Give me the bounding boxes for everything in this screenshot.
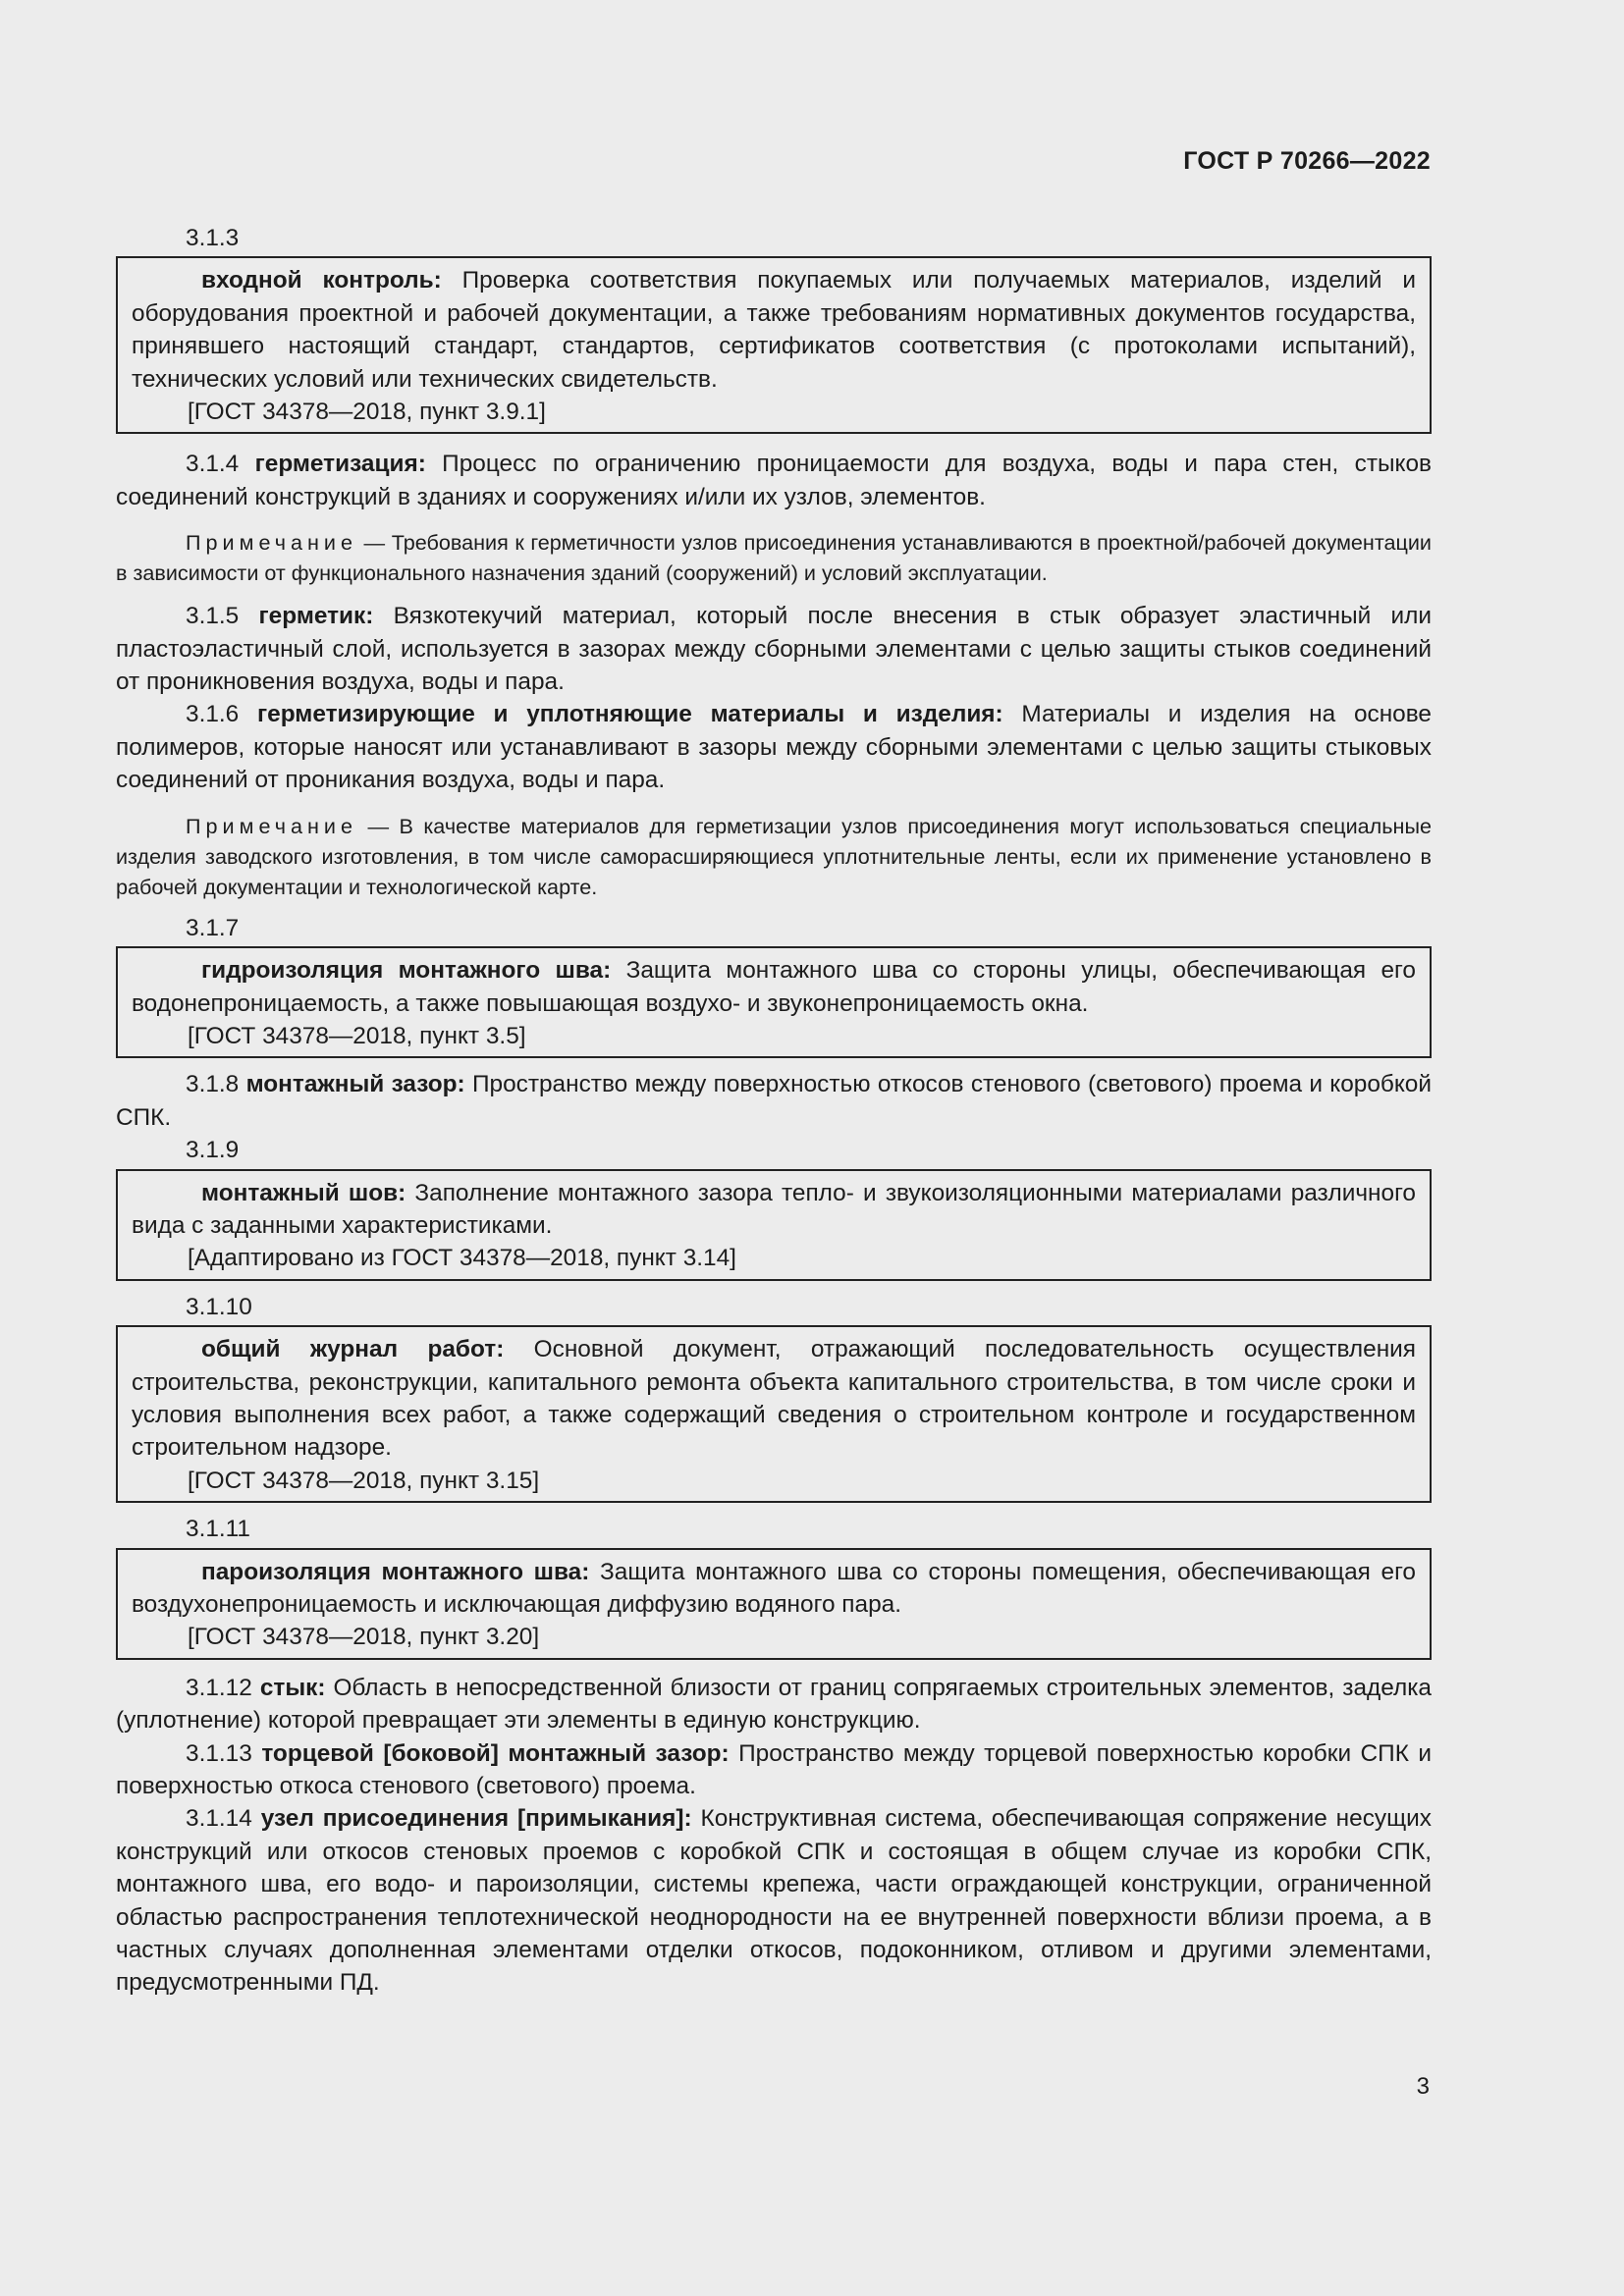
clause-number: 3.1.13 xyxy=(186,1739,252,1767)
clause xyxy=(116,698,1432,796)
definition: Пространство между торцевой поверхностью коробки СПК и поверхностью откоса стенового (светового) проема. xyxy=(116,1739,1433,1800)
clause-number: 3.1.14 xyxy=(186,1805,252,1833)
definition: Материалы и изделия на основе полимеров, которые наносят или устанавливают в зазоры между сборными элементами с целью защиты стыковых соединений от проникания воздуха, воды и пара. xyxy=(116,701,1432,794)
source-reference: [ГОСТ 34378—2018, пункт 3.5] xyxy=(188,1022,526,1049)
term: герметик: xyxy=(258,603,374,630)
source-reference: [ГОСТ 34378—2018, пункт 3.15] xyxy=(188,1467,540,1494)
definition-box xyxy=(116,256,1432,434)
term: общий журнал работ: xyxy=(201,1336,505,1363)
clause-number: 3.1.10 xyxy=(186,1293,252,1320)
clause-number: 3.1.9 xyxy=(186,1137,240,1164)
source-reference: [ГОСТ 34378—2018, пункт 3.9.1] xyxy=(188,399,546,426)
definition: Область в непосредственной близости от границ сопрягаемых строительных элементов, заделка (уплотнение) которой превращает эти элементы в единую конструкцию. xyxy=(116,1674,1433,1735)
definition: Защита монтажного шва со стороны улицы, обеспечивающая его водонепроницаемость, а также повышающая воздухо- и звуконепроницаемость окна. xyxy=(132,957,1416,1017)
definition-text xyxy=(132,1333,1416,1465)
clause xyxy=(116,448,1432,513)
document-body xyxy=(116,222,1432,2000)
clause xyxy=(116,1737,1432,1803)
definition: Основной документ, отражающий последовательность осуществления строительства, реконструкции, капитального ремонта объекта капитального строительства, в том числе сроки и условия выполнения всех работ, а также содержащий сведения о строительном контроле и государственном строительном надзоре. xyxy=(132,1336,1416,1462)
page-number: 3 xyxy=(1416,2073,1430,2100)
term: монтажный шов: xyxy=(201,1179,406,1206)
definition-text xyxy=(132,954,1416,1020)
clause-number: 3.1.11 xyxy=(186,1516,251,1543)
term: торцевой [боковой] монтажный зазор: xyxy=(261,1739,730,1767)
definition: Вязкотекучий материал, который после внесения в стык образует эластичный или пластоэластичный слой, используется в зазорах между сборными элементами с целью защиты стыков соединений от проникновения воздуха, воды и пара. xyxy=(116,603,1432,696)
definition: Проверка соответствия покупаемых или получаемых материалов, изделий и оборудования проектной и рабочей документации, а также требованиям нормативных документов государства, принявшего настоящий стандарт, стандартов, сертификатов соответствия (с протоколами испытаний), технических условий или технических свидетельств. xyxy=(132,267,1416,393)
clause xyxy=(116,600,1432,698)
clause xyxy=(116,1068,1432,1134)
definition-box xyxy=(116,946,1432,1058)
note xyxy=(116,811,1432,902)
term: стык: xyxy=(259,1674,326,1701)
definition-text xyxy=(132,1556,1416,1622)
term: пароизоляция монтажного шва: xyxy=(201,1558,590,1585)
definition: Защита монтажного шва со стороны помещения, обеспечивающая его воздухонепроницаемость и исключающая диффузию водяного пара. xyxy=(132,1558,1416,1618)
definition-box xyxy=(116,1548,1432,1660)
clause xyxy=(116,1802,1432,1999)
clause-number: 3.1.4 xyxy=(186,451,240,478)
definition-text xyxy=(132,1177,1416,1243)
definition-box xyxy=(116,1169,1432,1281)
source-reference: [ГОСТ 34378—2018, пункт 3.20] xyxy=(188,1624,540,1651)
definition-text xyxy=(132,264,1416,396)
definition: Процесс по ограничению проницаемости для воздуха, воды и пара стен, стыков соединений конструкций в зданиях и сооружениях и/или их узлов, элементов. xyxy=(116,451,1432,510)
term: входной контроль: xyxy=(201,267,442,294)
clause-number: 3.1.3 xyxy=(186,225,240,251)
term: герметизирующие и уплотняющие материалы и изделия: xyxy=(257,701,1003,728)
note-label: Примечание xyxy=(186,813,357,838)
clause-number: 3.1.6 xyxy=(186,701,240,728)
term: гидроизоляция монтажного шва: xyxy=(201,957,612,985)
note-text: — В качестве материалов для герметизации узлов присоединения могут использоваться специальные изделия заводского изготовления, в том числе саморасширяющиеся уплотнительные ленты, если их применение установлено в рабочей документации и технологической карте. xyxy=(116,813,1432,899)
term: герметизация: xyxy=(254,451,426,478)
clause-number: 3.1.5 xyxy=(186,603,240,630)
clause-number: 3.1.12 xyxy=(186,1674,252,1701)
source-reference: [Адаптировано из ГОСТ 34378—2018, пункт 3.14] xyxy=(188,1245,736,1272)
clause-number: 3.1.7 xyxy=(186,914,240,941)
definition: Заполнение монтажного зазора тепло- и звукоизоляционными материалами различного вида с заданными характеристиками. xyxy=(132,1179,1416,1239)
note-label: Примечание xyxy=(186,530,357,556)
note-text: — Требования к герметичности узлов присоединения устанавливаются в проектной/рабочей документации в зависимости от функционального назначения зданий (сооружений) и условий эксплуатации. xyxy=(116,530,1432,586)
definition-box xyxy=(116,1325,1432,1503)
definition: Пространство между поверхностью откосов стенового (светового) проема и коробкой СПК. xyxy=(116,1071,1432,1131)
clause-number: 3.1.8 xyxy=(186,1071,240,1098)
definition: Конструктивная система, обеспечивающая сопряжение несущих конструкций или откосов стеновых проемов с коробкой СПК и состоящая в общем случае из коробки СПК, монтажного шва, его водо- и пароизоляции, системы крепежа, части ограждающей конструкции, ограниченной областью распространения теплотехнической неоднородности на ее внутренней поверхности вблизи проема, а в частных случаях дополненная элементами отделки откосов, подоконником, отливом и другими элементами, предусмотренными ПД. xyxy=(116,1805,1432,1997)
clause xyxy=(116,1672,1432,1737)
note xyxy=(116,527,1432,588)
term: монтажный зазор: xyxy=(245,1071,465,1098)
term: узел присоединения [примыкания]: xyxy=(260,1805,692,1833)
standard-designation: ГОСТ Р 70266—2022 xyxy=(1183,147,1431,175)
